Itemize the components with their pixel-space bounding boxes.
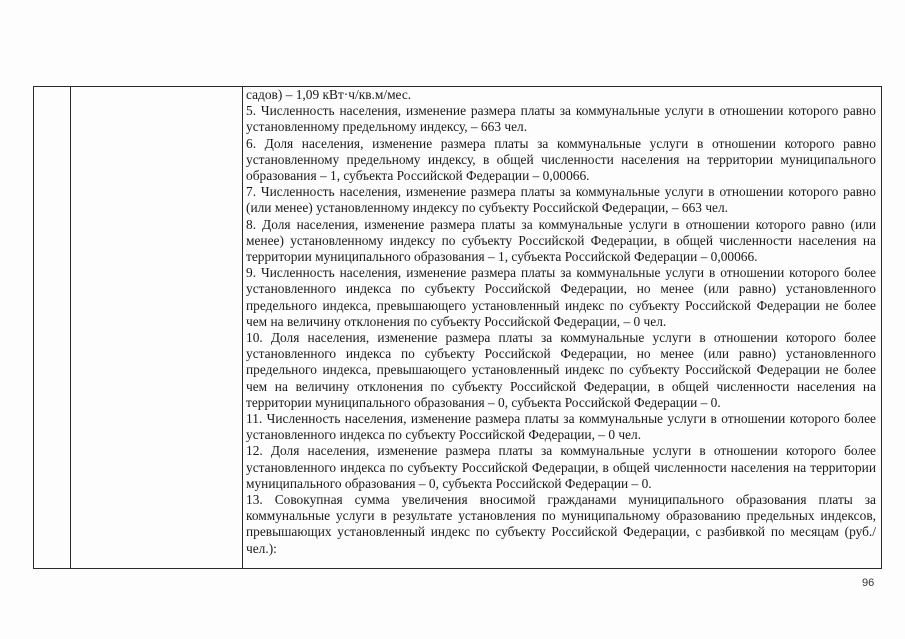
document-table	[33, 86, 882, 569]
paragraph-item-8: 8. Доля населения, изменение размера платы за коммунальные услуги в отношении которого равно (или менее) установленному индексу по субъекту Российской Федерации, в общей численности населения на территории муниципального образования – 1, субъекта Российской Федерации – 0,00066.	[246, 216, 876, 265]
paragraph-continuation: садов) – 1,09 кВт·ч/кв.м/мес.	[246, 87, 412, 102]
paragraph-item-5: 5. Численность населения, изменение размера платы за коммунальные услуги в отношении которого равно установленному предельному индексу, – 663 чел.	[246, 103, 876, 135]
table-column-divider-2	[242, 87, 243, 568]
table-column-divider-1	[70, 87, 71, 568]
table-text-cell	[246, 87, 876, 557]
paragraph-item-12: 12. Доля населения, изменение размера платы за коммунальные услуги в отношении которого более установленного индекса по субъекту Российской Федерации, в общей численности населения на территории муниципального образования – 0, субъекта Российской Федерации – 0.	[246, 443, 876, 491]
page-number: 96	[862, 577, 875, 589]
paragraph-item-13: 13. Совокупная сумма увеличения вносимой гражданами муниципального образования платы за коммунальные услуги в результате установления по муниципальному образованию предельных индексов, превышающих установленный индекс по субъекту Российской Федерации, с разбивкой по месяцам (руб./чел.):	[246, 492, 876, 556]
paragraph-item-7: 7. Численность населения, изменение размера платы за коммунальные услуги в отношении которого равно (или менее) установленному индексу по субъекту Российской Федерации, – 663 чел.	[246, 184, 876, 216]
paragraph-item-9: 9. Численность населения, изменение размера платы за коммунальные услуги в отношении которого более установленного индекса по субъекту Российской Федерации, но менее (или равно) установленного предельного индекса, превышающего установленный индекс по субъекту Российской Федерации не более чем на величину отклонения по субъекту Российской Федерации, – 0 чел.	[246, 265, 876, 329]
paragraph-item-11: 11. Численность населения, изменение размера платы за коммунальные услуги в отношении которого более установленного индекса по субъекту Российской Федерации, – 0 чел.	[246, 411, 876, 443]
paragraph-item-6: 6. Доля населения, изменение размера платы за коммунальные услуги в отношении которого равно установленному предельному индексу, в общей численности населения на территории муниципального образования – 1, субъекта Российской Федерации – 0,00066.	[246, 135, 876, 184]
paragraph-item-10: 10. Доля населения, изменение размера платы за коммунальные услуги в отношении которого более установленного индекса по субъекту Российской Федерации, но менее (или равно) установленного предельного индекса, превышающего установленный индекс по субъекту Российской Федерации не более чем на величину отклонения по субъекту Российской Федерации, в общей численности населения на территории муниципального образования – 0, субъекта Российской Федерации – 0.	[246, 330, 876, 410]
